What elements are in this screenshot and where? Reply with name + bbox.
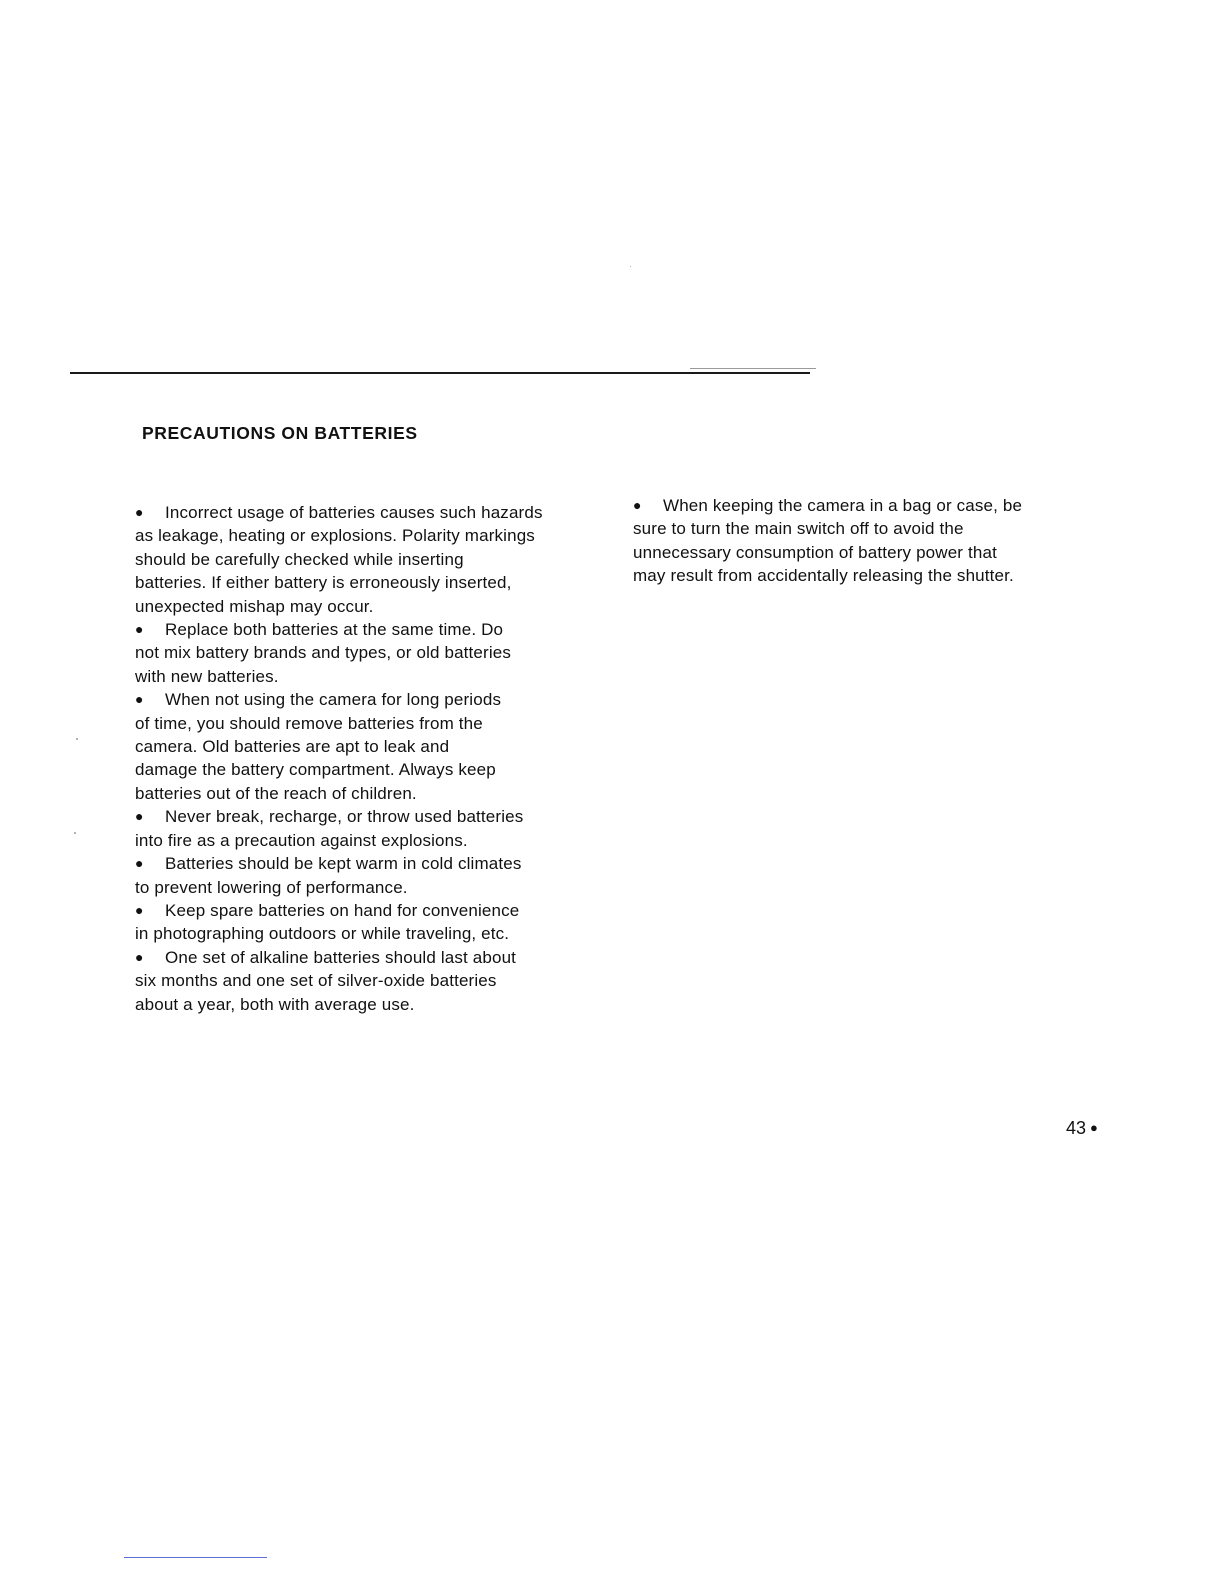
line-text: When not using the camera for long periods — [165, 690, 502, 710]
bullet-icon: ● — [135, 901, 144, 918]
line-text: in photographing outdoors or while traveling, etc. — [135, 924, 510, 944]
text-line — [135, 782, 615, 805]
line-text: of time, you should remove batteries from the — [135, 713, 483, 733]
scan-speck — [76, 738, 78, 740]
text-line — [135, 641, 615, 664]
line-text: unexpected mishap may occur. — [135, 596, 374, 616]
line-text: Incorrect usage of batteries causes such hazards — [165, 503, 543, 522]
page-number — [1066, 1116, 1098, 1140]
line-text: camera. Old batteries are apt to leak and — [135, 737, 450, 757]
bullet-icon: ● — [135, 621, 144, 638]
text-line — [135, 922, 615, 945]
line-text: as leakage, heating or explosions. Polarity markings — [135, 526, 535, 546]
scan-speck — [630, 266, 631, 267]
bullet-icon: ● — [633, 497, 642, 513]
section-heading: PRECAUTIONS ON BATTERIES — [142, 423, 418, 443]
bullet-icon: ● — [135, 504, 144, 520]
text-line — [135, 993, 615, 1016]
right-column — [633, 494, 1103, 588]
bullet-icon: ● — [135, 948, 144, 965]
bottom-rule — [124, 1557, 267, 1558]
top-rule — [70, 372, 810, 374]
line-text: batteries. If either battery is erroneously inserted, — [135, 573, 512, 593]
text-line — [135, 852, 615, 875]
bullet-icon: ● — [135, 691, 144, 708]
text-line — [135, 712, 615, 735]
page-number-bullet: ● — [1090, 1120, 1098, 1135]
scan-speck — [74, 832, 76, 834]
text-line — [633, 494, 1103, 517]
text-line — [135, 899, 615, 922]
line-text: into fire as a precaution against explosions. — [135, 830, 468, 850]
text-line — [633, 541, 1103, 564]
line-text: should be carefully checked while inserting — [135, 549, 464, 569]
line-text: One set of alkaline batteries should last about — [165, 947, 517, 967]
line-text: unnecessary consumption of battery power that — [633, 542, 997, 562]
text-line — [135, 946, 615, 969]
line-text: Replace both batteries at the same time. Do — [165, 620, 504, 640]
text-line — [633, 564, 1103, 587]
left-column — [135, 501, 615, 1016]
line-text: When keeping the camera in a bag or case, be — [663, 496, 1023, 515]
text-line — [633, 517, 1103, 540]
line-text: may result from accidentally releasing the shutter. — [633, 566, 1014, 586]
line-text: batteries out of the reach of children. — [135, 783, 417, 803]
line-text: with new batteries. — [135, 666, 279, 686]
text-line — [135, 618, 615, 641]
line-text: Never break, recharge, or throw used batteries — [165, 807, 524, 827]
text-line — [135, 805, 615, 828]
bullet-icon: ● — [135, 855, 144, 872]
text-line — [135, 876, 615, 899]
line-text: not mix battery brands and types, or old batteries — [135, 643, 512, 663]
line-text: Keep spare batteries on hand for convenience — [165, 900, 520, 920]
text-line — [135, 969, 615, 992]
bullet-icon: ● — [135, 808, 144, 825]
top-rule-faint-extension — [690, 368, 816, 369]
text-line — [135, 688, 615, 711]
line-text: about a year, both with average use. — [135, 994, 415, 1014]
text-line — [135, 829, 615, 852]
text-line — [135, 571, 615, 594]
line-text: to prevent lowering of performance. — [135, 877, 408, 897]
text-line — [135, 735, 615, 758]
text-line — [135, 758, 615, 781]
page-number-text: 43 — [1066, 1118, 1087, 1138]
text-line — [135, 501, 615, 524]
line-text: damage the battery compartment. Always keep — [135, 760, 496, 780]
text-line — [135, 595, 615, 618]
text-line — [135, 548, 615, 571]
text-line — [135, 524, 615, 547]
line-text: sure to turn the main switch off to avoid the — [633, 519, 964, 539]
text-line — [135, 665, 615, 688]
line-text: Batteries should be kept warm in cold climates — [165, 854, 522, 874]
line-text: six months and one set of silver-oxide batteries — [135, 971, 497, 991]
